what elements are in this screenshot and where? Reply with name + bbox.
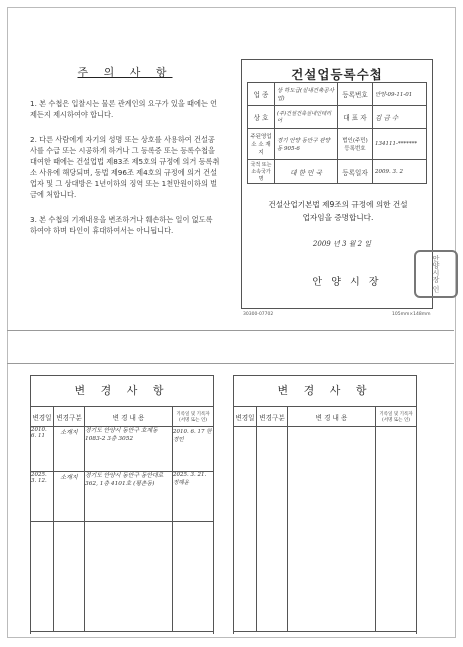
header-date: 변경일 — [234, 407, 257, 427]
row2-kind: 소재지 — [54, 472, 85, 522]
certificate-title: 건설업등록수첩 — [291, 67, 383, 82]
row1-content: 경기도 안양시 동안구 호계동 1083-2 3층 3052 — [85, 427, 173, 472]
header-kind: 변경구분 — [257, 407, 288, 427]
row2-date: 2025. 3. 12. — [31, 472, 54, 522]
header-date: 변경일 — [31, 407, 54, 427]
value-reg-no: 안양-09-11-01 — [373, 83, 427, 106]
header-content: 변 경 내 용 — [85, 407, 173, 427]
certificate-table — [247, 82, 427, 184]
changes-left-title: 변 경 사 항 — [74, 384, 170, 397]
value-company: (주)건설건축실내인테리어 — [275, 106, 338, 129]
changes-right-panel — [233, 375, 417, 634]
label-reg-no: 등록번호 — [338, 83, 373, 106]
notice-panel — [30, 58, 220, 318]
row2-content: 경기도 안양시 동안구 동안대로 362, 1층 4101호 (평촌동) — [85, 472, 173, 522]
label-corp-no: 법인(주민) 등록번호 — [338, 129, 373, 160]
changes-left-table — [30, 406, 214, 632]
notice-item-1: 1. 본 수첩은 입찰시는 물론 관계인의 요구가 있을 때에는 언제든지 제시하여야 합니다. — [30, 99, 218, 119]
changes-right-table — [233, 406, 417, 632]
label-nationality: 국적 또는 소속국가명 — [248, 160, 275, 184]
table-row — [31, 472, 214, 522]
value-address: 경기 안양 동안구 관양동 905-6 — [275, 129, 338, 160]
seal-text: 안양시장 인 — [432, 255, 440, 293]
header-content: 변 경 내 용 — [288, 407, 376, 427]
page-divider-2 — [7, 363, 454, 364]
certificate-statement: 건설산업기본법 제9조의 규정에 의한 건설업자임을 증명합니다. — [268, 200, 408, 222]
header-record: 기록일 및 기록자 (서명 또는 인) — [376, 407, 417, 427]
table-row — [31, 427, 214, 472]
label-address: 주된영업소 소 재 지 — [248, 129, 275, 160]
value-ceo: 김 금 수 — [373, 106, 427, 129]
row1-kind: 소재지 — [54, 427, 85, 472]
form-number: 30300-07702 — [243, 312, 274, 317]
value-type: 상 하도급(실내건축공사업) — [275, 83, 338, 106]
label-reg-date: 등록일자 — [338, 160, 373, 184]
row1-record: 2010. 6. 17 한경민 — [173, 427, 214, 472]
label-ceo: 대 표 자 — [338, 106, 373, 129]
issue-date: 2009 년 3 월 2 일 — [312, 240, 372, 248]
label-company: 상 호 — [248, 106, 275, 129]
changes-right-title: 변 경 사 항 — [277, 384, 373, 397]
header-record: 기록일 및 기록자 (서명 또는 인) — [173, 407, 214, 427]
changes-left-panel — [30, 375, 214, 634]
notice-item-3: 3. 본 수첩의 기재내용을 변조하거나 훼손하는 일이 없도록 하여야 하며 타인이 휴대하여서는 아니됩니다. — [30, 215, 213, 235]
value-corp-no: 134111-******* — [373, 129, 427, 160]
certificate-panel — [241, 59, 433, 309]
page-divider — [7, 330, 454, 331]
value-reg-date: 2009. 3. 2 — [373, 160, 427, 184]
official-seal — [414, 250, 458, 298]
row1-date: 2010. 6. 11 — [31, 427, 54, 472]
notice-item-2: 2. 다른 사람에게 자기의 성명 또는 상호를 사용하여 건설공사를 수급 또는 시공하게 하거나 그 등록증 또는 등록수첩을 대여한 때에는 건설업법 제83조 제5호의 규정에 의거 등록취소 사유에 해당되며, 동법 제96조 제4호의 규정에 의거 건설업자 및 그 상대방은 1년이하의 징역 또는 1천만원이하의 벌금에 처합니다. — [30, 135, 220, 199]
header-kind: 변경구분 — [54, 407, 85, 427]
notice-title: 주 의 사 항 — [77, 66, 173, 79]
issuer-name: 안 양 시 장 — [312, 277, 382, 288]
form-size: 105mm×148mm — [392, 312, 431, 317]
label-type: 업 종 — [248, 83, 275, 106]
row2-record: 2025. 3. 21. 정혜윤 — [173, 472, 214, 522]
value-nationality: 대 한 민 국 — [275, 160, 338, 184]
